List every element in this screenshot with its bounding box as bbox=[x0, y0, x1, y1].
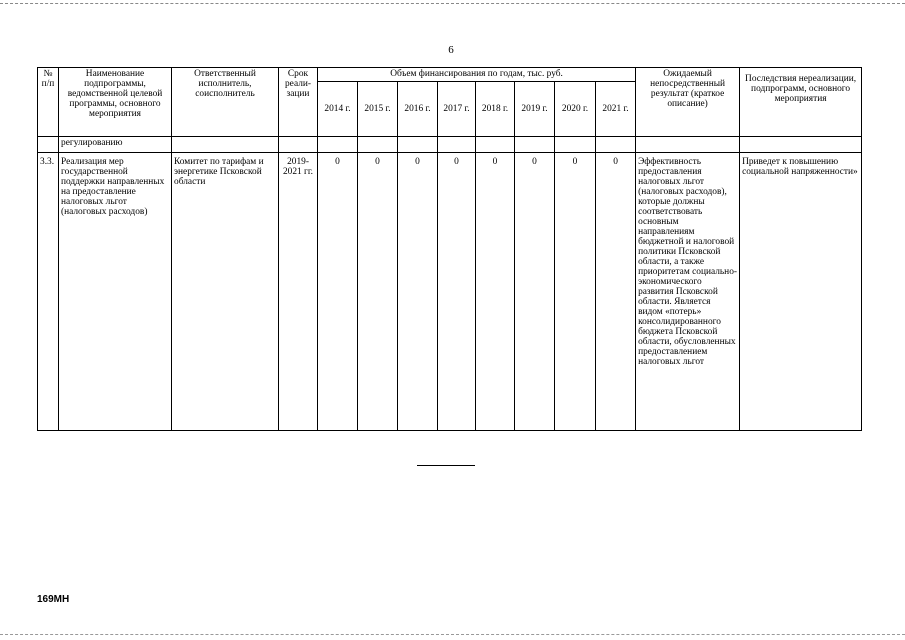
year-2019: 2019 г. bbox=[515, 82, 555, 137]
header-responsible: Ответственный исполнитель, соисполнитель bbox=[172, 68, 279, 137]
value-2015: 0 bbox=[358, 153, 398, 431]
value-2019: 0 bbox=[515, 153, 555, 431]
year-2018: 2018 г. bbox=[476, 82, 515, 137]
footer-code: 169МН bbox=[37, 594, 70, 605]
program-table bbox=[37, 67, 862, 431]
page-number: 6 bbox=[448, 44, 454, 56]
header-funding: Объем финансирования по годам, тыс. руб. bbox=[318, 68, 636, 82]
header-row bbox=[38, 68, 862, 82]
scan-top-edge bbox=[0, 3, 905, 4]
year-2021: 2021 г. bbox=[596, 82, 636, 137]
row-term: 2019-2021 гг. bbox=[279, 153, 318, 431]
row-number: 3.3. bbox=[38, 153, 59, 431]
row-result: Эффективность предоставления налоговых льгот (налоговых расходов), которые должны соответствовать основным направлениям бюджетной и налоговой политики Псковской области, а также приоритетам социально-экономического развития Псковской области. Является видом «потерь» консолидированного бюджета Псковской области, обусловленных предоставлением налоговых льгот bbox=[636, 153, 740, 431]
row-consequences: Приведет к повышению социальной напряженности» bbox=[740, 153, 862, 431]
year-2016: 2016 г. bbox=[398, 82, 438, 137]
year-2017: 2017 г. bbox=[438, 82, 476, 137]
value-2021: 0 bbox=[596, 153, 636, 431]
header-term: Срок реали-зации bbox=[279, 68, 318, 137]
value-2016: 0 bbox=[398, 153, 438, 431]
header-name: Наименование подпрограммы, ведомственной целевой программы, основного мероприятия bbox=[59, 68, 172, 137]
section-divider bbox=[417, 465, 475, 466]
row-name: Реализация мер государственной поддержки направленных на предоставление налоговых льгот (налоговых расходов) bbox=[59, 153, 172, 431]
year-2020: 2020 г. bbox=[555, 82, 596, 137]
year-2014: 2014 г. bbox=[318, 82, 358, 137]
value-2020: 0 bbox=[555, 153, 596, 431]
year-2015: 2015 г. bbox=[358, 82, 398, 137]
header-result: Ожидаемый непосредственный результат (краткое описание) bbox=[636, 68, 740, 137]
continuation-row bbox=[38, 137, 862, 153]
scan-bottom-edge bbox=[0, 634, 905, 635]
row-responsible: Комитет по тарифам и энергетике Псковской области bbox=[172, 153, 279, 431]
value-2017: 0 bbox=[438, 153, 476, 431]
header-number: № п/п bbox=[38, 68, 59, 137]
table-row bbox=[38, 153, 862, 431]
continuation-text: регулированию bbox=[59, 137, 172, 153]
value-2014: 0 bbox=[318, 153, 358, 431]
header-consequences: Последствия нереализации, подпрограмм, основного мероприятия bbox=[740, 68, 862, 137]
value-2018: 0 bbox=[476, 153, 515, 431]
